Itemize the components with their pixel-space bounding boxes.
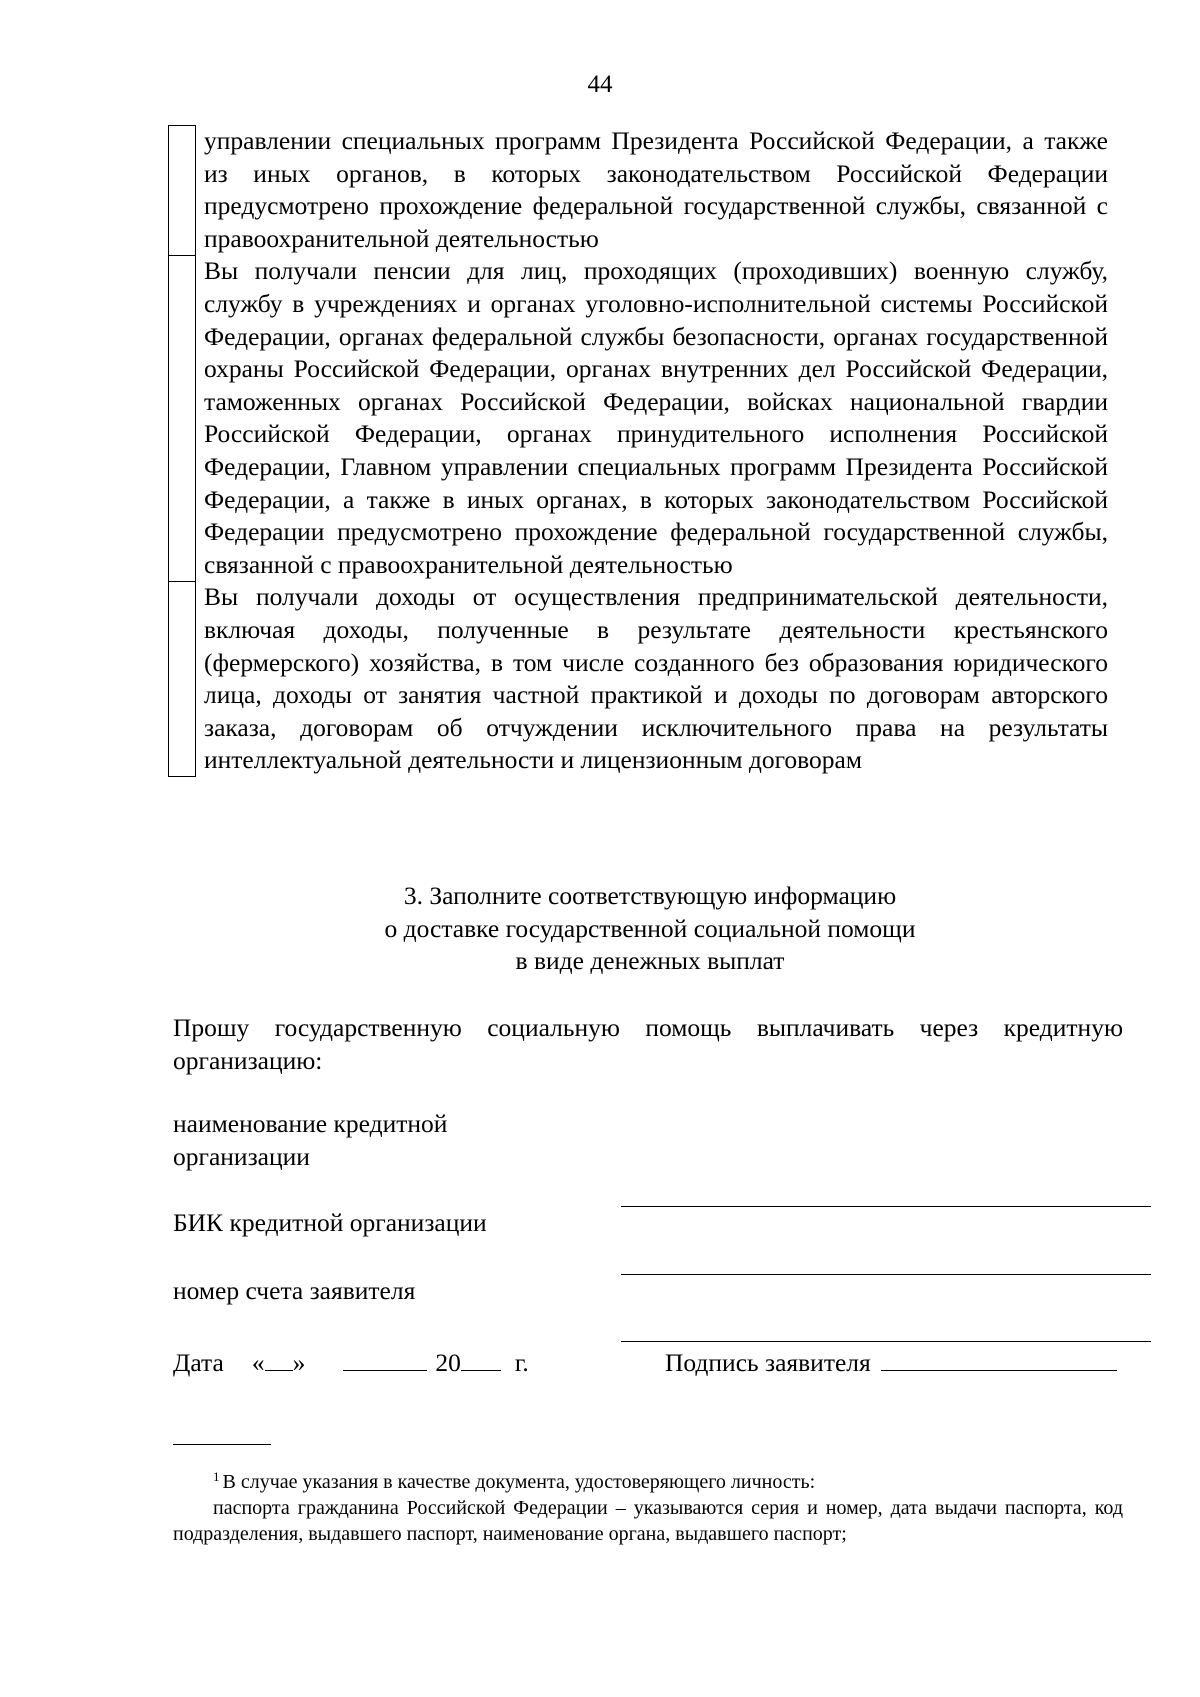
date-row xyxy=(173,1344,529,1379)
account-label: номер счета заявителя xyxy=(173,1276,416,1305)
section-title xyxy=(0,880,1200,978)
date-year-suffix: г. xyxy=(514,1348,529,1377)
bik-label: БИК кредитной организации xyxy=(173,1208,487,1237)
checklist-item-text: Вы получали доходы от осуществления предпринимательской деятельности, включая доходы, полученные в результате деятельности крестьянского (фермерского) хозяйства, в том числе созданного без образования юридического лица, доходы от занятия частной практикой и доходы по договорам авторского заказа, договорам об отчуждении исключительного права на результаты интеллектуальной деятельности и лицензионным договорам xyxy=(204,582,1108,775)
checkbox[interactable] xyxy=(168,125,196,255)
account-field[interactable] xyxy=(621,1341,1151,1342)
month-field[interactable] xyxy=(343,1344,427,1371)
checklist-item-text: управлении специальных программ Президента Российской Федерации, а также из иных органов, в которых законодательством Российской Федерации предусмотрено прохождение федеральной государственной службы, связанной с правоохранительной деятельностью xyxy=(204,126,1108,253)
page-number: 44 xyxy=(587,71,613,98)
footnote-marker: 1 xyxy=(213,1469,220,1484)
footnote-text-1: В случае указания в качестве документа, удостоверяющего личность: xyxy=(222,1471,816,1493)
signature-field[interactable] xyxy=(881,1344,1117,1371)
footnote-line-1 xyxy=(173,1464,1123,1495)
date-close-quote: » xyxy=(292,1348,306,1377)
footnote xyxy=(173,1464,1123,1547)
year-field[interactable] xyxy=(461,1344,501,1371)
date-open-quote: « xyxy=(251,1348,265,1377)
checklist-item-text: Вы получали пенсии для лиц, проходящих (проходивших) военную службу, службу в учреждениях и органах уголовно-исполнительной системы Российской Федерации, органах федеральной службы безопасности, органах государственной охраны Российской Федерации, органах внутренних дел Российской Федерации, таможенных органах Российской Федерации, войсках национальной гвардии Российской Федерации, органах принудительного исполнения Российской Федерации, Главном управлении специальных программ Президента Российской Федерации, а также в иных органах, в которых законодательством Российской Федерации предусмотрено прохождение федеральной государственной службы, связанной с правоохранительной деятельностью xyxy=(204,256,1108,579)
footnote-separator xyxy=(173,1444,271,1445)
payment-request-text: Прошу государственную социальную помощь выплачивать через кредитную организацию: xyxy=(173,1013,1123,1075)
day-field[interactable] xyxy=(265,1344,293,1371)
date-label: Дата xyxy=(173,1348,224,1377)
section-title-line-2: о доставке государственной социальной помощи xyxy=(384,913,916,943)
signature-row xyxy=(665,1344,1117,1379)
checkbox[interactable] xyxy=(168,581,196,777)
bank-name-label xyxy=(173,1108,447,1173)
bank-name-field[interactable] xyxy=(621,1206,1151,1207)
income-checklist xyxy=(168,125,1108,777)
checklist-item-business-income xyxy=(168,581,1108,777)
footnote-line-2: паспорта гражданина Российской Федерации – указываются серия и номер, дата выдачи паспорта, код подразделения, выдавшего паспорт, наименование органа, выдавшего паспорт; xyxy=(173,1497,1123,1545)
bank-name-label-line-1: наименование кредитной xyxy=(173,1109,448,1138)
bik-field[interactable] xyxy=(621,1274,1151,1275)
checkbox[interactable] xyxy=(168,255,196,581)
date-century: 20 xyxy=(435,1348,461,1377)
bank-name-label-line-2: организации xyxy=(173,1141,310,1171)
section-title-line-1: 3. Заполните соответствующую информацию xyxy=(403,881,897,910)
signature-label: Подпись заявителя xyxy=(665,1348,871,1377)
checklist-item-law-enforcement-continued xyxy=(168,125,1108,255)
checklist-item-pension xyxy=(168,255,1108,581)
section-title-line-3: в виде денежных выплат xyxy=(515,946,785,975)
